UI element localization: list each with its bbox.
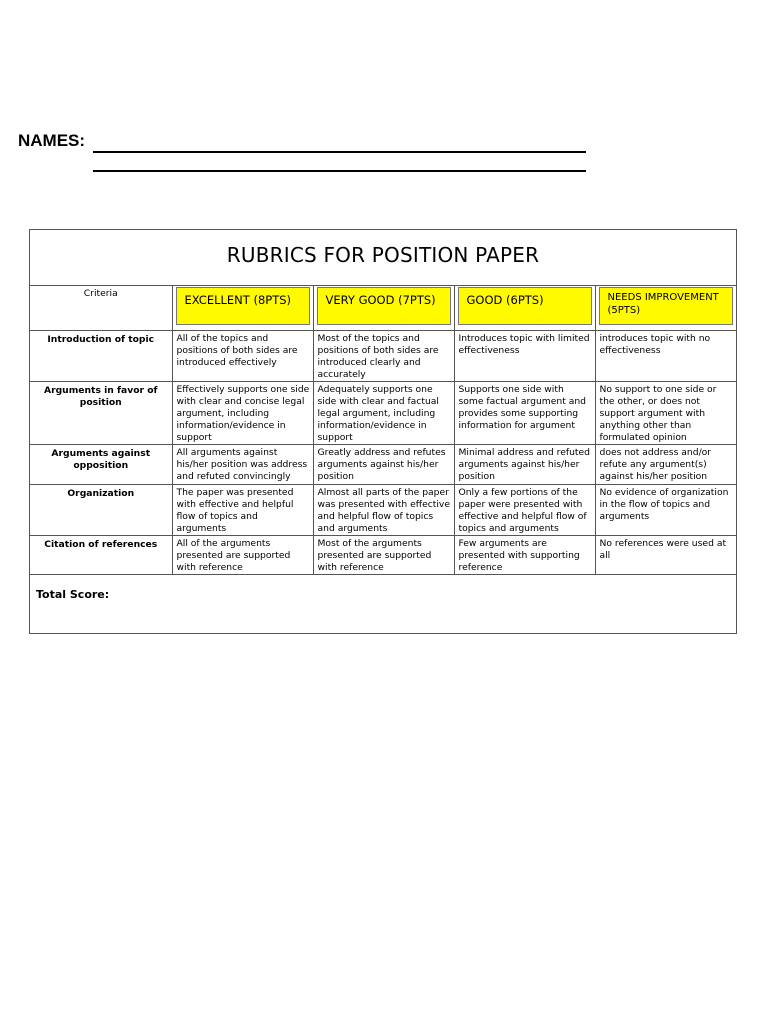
table-cell: All of the topics and positions of both sides are introduced effectively [172, 330, 313, 381]
table-cell: The paper was presented with effective and helpful flow of topics and arguments [172, 484, 313, 535]
table-cell: No references were used at all [595, 535, 736, 574]
names-label: NAMES: [18, 131, 86, 150]
table-cell: does not address and/or refute any argument(s) against his/her position [595, 444, 736, 484]
criterion-label: Citation of references [30, 535, 172, 574]
table-cell: Effectively supports one side with clear and concise legal argument, including information/evidence in support [172, 381, 313, 444]
level-needs-improvement: NEEDS IMPROVEMENT (5PTS) [599, 287, 734, 325]
table-cell: Most of the arguments presented are supported with reference [313, 535, 454, 574]
rubric-table [29, 229, 737, 634]
names-line-2[interactable] [93, 170, 586, 172]
table-cell: Few arguments are presented with supporting reference [454, 535, 595, 574]
table-row [30, 535, 736, 574]
table-cell: introduces topic with no effectiveness [595, 330, 736, 381]
table-row [30, 484, 736, 535]
level-excellent: EXCELLENT (8PTS) [176, 287, 310, 325]
table-cell: Minimal address and refuted arguments against his/her position [454, 444, 595, 484]
total-score-label: Total Score: [36, 588, 110, 601]
table-cell: Almost all parts of the paper was presented with effective and helpful flow of topics and arguments [313, 484, 454, 535]
table-cell: Supports one side with some factual argument and provides some supporting information for argument [454, 381, 595, 444]
names-line-1[interactable] [93, 151, 586, 153]
header-row [30, 285, 736, 330]
table-row [30, 330, 736, 381]
table-cell: No support to one side or the other, or does not support argument with anything other than formulated opinion [595, 381, 736, 444]
table-row [30, 381, 736, 444]
level-good: GOOD (6PTS) [458, 287, 592, 325]
criterion-label: Arguments in favor of position [30, 381, 172, 444]
criteria-header: Criteria [30, 285, 172, 330]
criterion-label: Organization [30, 484, 172, 535]
table-cell: No evidence of organization in the flow of topics and arguments [595, 484, 736, 535]
criterion-label: Arguments against opposition [30, 444, 172, 484]
table-row [30, 444, 736, 484]
rubric-title: RUBRICS FOR POSITION PAPER [226, 243, 540, 267]
table-cell: Introduces topic with limited effectiveness [454, 330, 595, 381]
table-cell: All arguments against his/her position was address and refuted convincingly [172, 444, 313, 484]
table-cell: Adequately supports one side with clear and factual legal argument, including information/evidence in support [313, 381, 454, 444]
table-cell: Greatly address and refutes arguments against his/her position [313, 444, 454, 484]
criterion-label: Introduction of topic [30, 330, 172, 381]
table-cell: Most of the topics and positions of both sides are introduced clearly and accurately [313, 330, 454, 381]
table-cell: Only a few portions of the paper were presented with effective and helpful flow of topics and arguments [454, 484, 595, 535]
level-very-good: VERY GOOD (7PTS) [317, 287, 451, 325]
rubric-grid [30, 285, 736, 575]
table-cell: All of the arguments presented are supported with reference [172, 535, 313, 574]
